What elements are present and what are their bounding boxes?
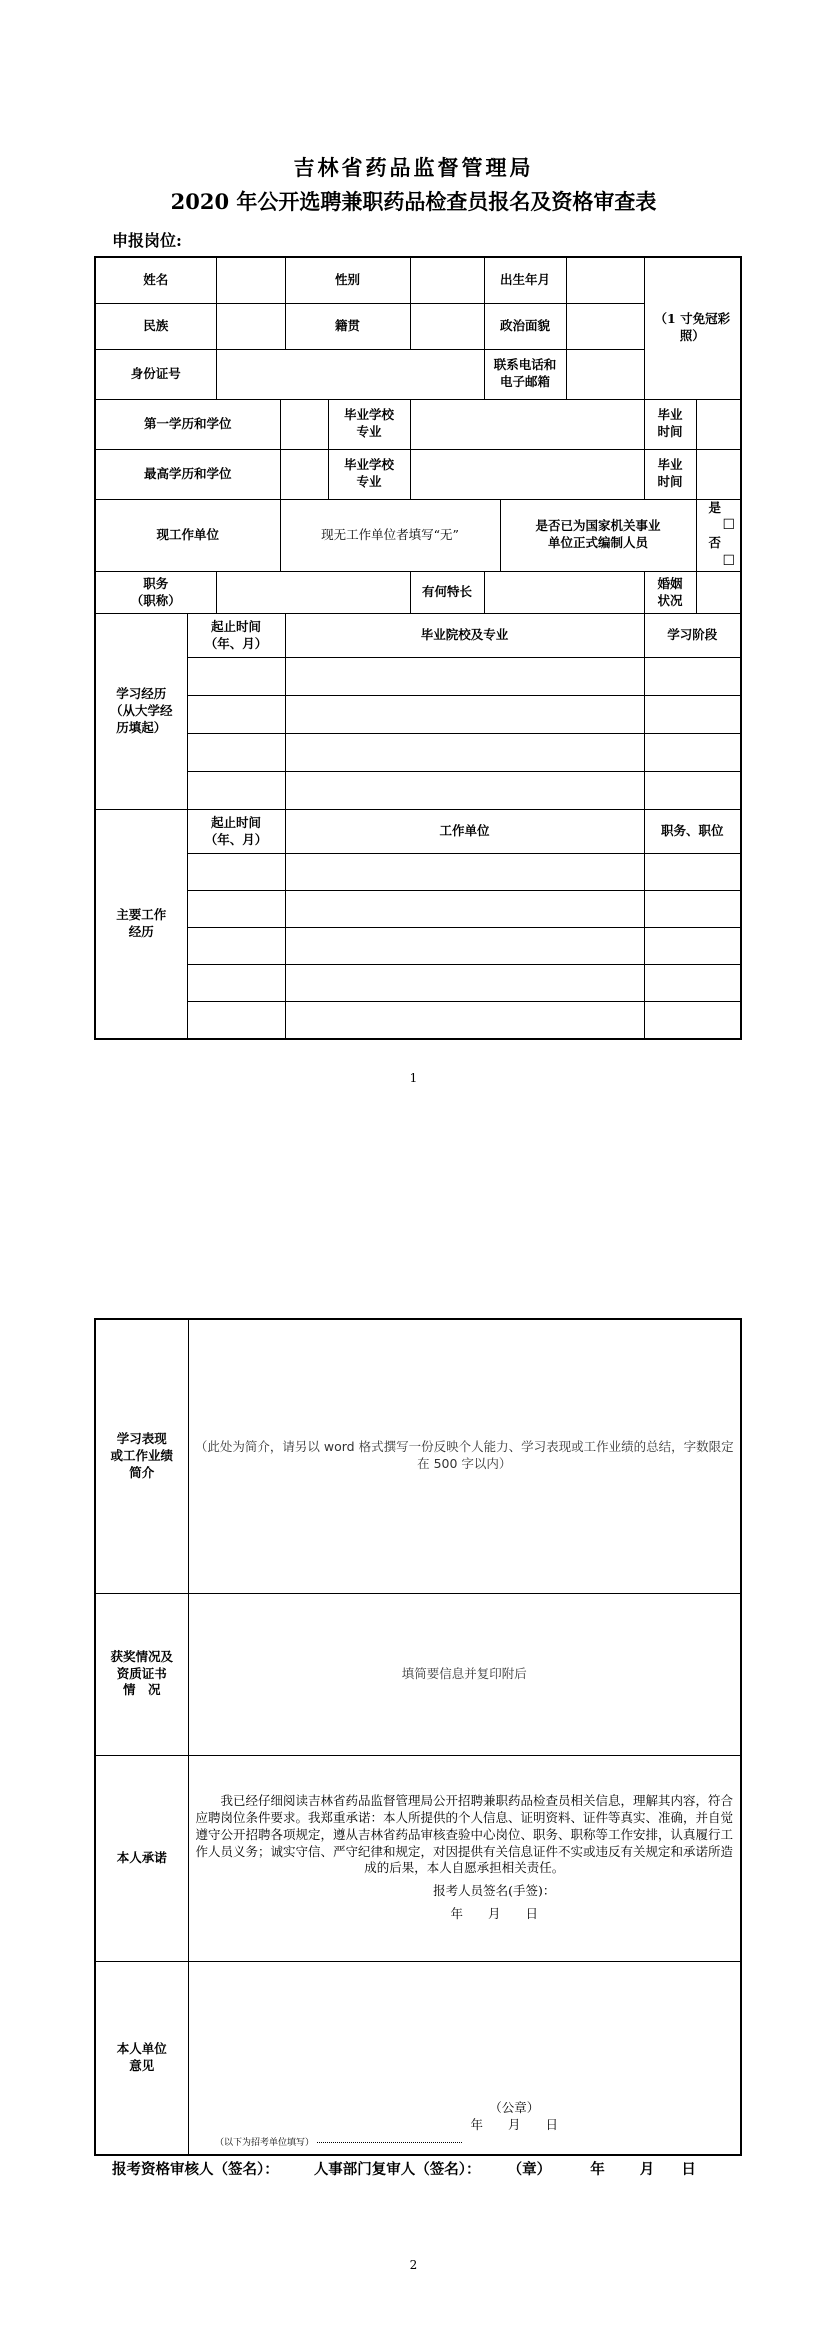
work-time-cell[interactable] — [187, 854, 285, 891]
unit-opinion-date: 年 月 日 — [470, 2117, 558, 2133]
contact-label-line1: 联系电话和 — [493, 357, 557, 373]
study-row — [95, 658, 741, 696]
highest-school-label-line1: 毕业学校 — [344, 457, 395, 473]
performance-note[interactable]: （此处为简介，请另以 word 格式撰写一份反映个人能力、学习表现或工作业绩的总结，字数限定在 500 字以内） — [188, 1319, 741, 1593]
work-col-position: 职务、职位 — [644, 810, 741, 854]
pledge-signature[interactable]: 报考人员签名(手签)： — [433, 1883, 556, 1899]
hr-rechecker-label: 人事部门复审人（签名）： — [313, 2161, 481, 2178]
birth-label: 出生年月 — [484, 257, 566, 303]
current-unit-label: 现工作单位 — [95, 499, 280, 572]
yes-label: 是 — [708, 499, 722, 515]
study-col-time-line1: 起止时间 — [211, 618, 262, 634]
audit-seal: （章） — [507, 2161, 552, 2178]
application-form-page2 — [94, 1318, 742, 2156]
marital-label-line1: 婚姻 — [657, 575, 683, 591]
study-school-cell[interactable] — [285, 696, 644, 734]
work-unit-cell[interactable] — [285, 1002, 644, 1039]
work-label-line2: 经历 — [128, 923, 154, 939]
first-grad-time-line1: 毕业 — [657, 407, 683, 423]
audit-month: 月 — [639, 2161, 655, 2178]
work-history-label — [95, 810, 187, 1039]
highest-school-label — [328, 449, 410, 499]
first-school-label-line1: 毕业学校 — [344, 407, 395, 423]
highest-school-label-line2: 专业 — [356, 474, 382, 489]
work-col-unit: 工作单位 — [285, 810, 644, 854]
birth-value[interactable] — [566, 257, 644, 303]
study-col-time — [187, 614, 285, 658]
marital-label-line2: 状况 — [657, 592, 683, 608]
political-status-label: 政治面貌 — [484, 303, 566, 349]
position-value[interactable] — [216, 572, 410, 614]
work-time-cell[interactable] — [187, 1002, 285, 1039]
study-label-line1: 学习经历 — [116, 686, 167, 702]
awards-note[interactable]: 填简要信息并复印附后 — [188, 1593, 741, 1755]
gender-label: 性别 — [285, 257, 410, 303]
highest-grad-time-label — [644, 449, 696, 499]
is-staff-no-option[interactable] — [709, 535, 739, 571]
unit-opinion-label — [95, 1961, 188, 2155]
page-number-2: 2 — [409, 2258, 418, 2272]
marital-value[interactable] — [696, 572, 741, 614]
work-row — [95, 965, 741, 1002]
audit-year: 年 — [590, 2161, 605, 2178]
native-place-label: 籍贯 — [285, 303, 410, 349]
is-staff-label-line2: 单位正式编制人员 — [548, 535, 649, 551]
photo-box[interactable]: （1 寸免冠彩照） — [644, 257, 741, 399]
first-grad-time-label — [644, 399, 696, 449]
form-title-line2: 2020 年公开选聘兼职药品检查员报名及资格审查表 — [170, 189, 657, 214]
native-place-value[interactable] — [410, 303, 484, 349]
work-col-time — [187, 810, 285, 854]
work-row — [95, 854, 741, 891]
study-row — [95, 696, 741, 734]
first-school-value[interactable] — [410, 399, 644, 449]
ethnicity-value[interactable] — [216, 303, 285, 349]
awards-label-line1: 获奖情况及 — [110, 1648, 173, 1664]
highest-edu-label: 最高学历和学位 — [95, 449, 280, 499]
work-unit-cell[interactable] — [285, 854, 644, 891]
awards-label-line2: 资质证书 — [116, 1665, 167, 1681]
performance-label-line2: 或工作业绩 — [110, 1447, 173, 1463]
study-school-cell[interactable] — [285, 734, 644, 772]
work-label-line1: 主要工作 — [116, 906, 167, 922]
study-label-line3: 历填起） — [116, 719, 167, 735]
study-col-school: 毕业院校及专业 — [285, 614, 644, 658]
contact-label — [484, 349, 566, 399]
study-stage-cell[interactable] — [644, 696, 741, 734]
work-time-cell[interactable] — [187, 891, 285, 928]
performance-label-line3: 简介 — [129, 1464, 155, 1480]
yes-checkbox[interactable]: ☐ — [722, 517, 736, 534]
work-row — [95, 928, 741, 965]
highest-school-value[interactable] — [410, 449, 644, 499]
highest-grad-time-line2: 时间 — [657, 474, 683, 489]
highest-grad-time-line1: 毕业 — [657, 457, 683, 473]
first-edu-label: 第一学历和学位 — [95, 399, 280, 449]
work-row — [95, 1002, 741, 1039]
work-row — [95, 891, 741, 928]
study-stage-cell[interactable] — [644, 734, 741, 772]
is-staff-label-line1: 是否已为国家机关事业 — [535, 518, 661, 534]
contact-label-line2: 电子邮箱 — [500, 374, 551, 389]
study-stage-cell[interactable] — [644, 772, 741, 810]
ethnicity-label: 民族 — [95, 303, 216, 349]
first-grad-time-value[interactable] — [696, 399, 741, 449]
qualification-reviewer-label: 报考资格审核人（签名）： — [112, 2161, 279, 2178]
is-staff-options — [696, 499, 741, 572]
page-number-1: 1 — [409, 1071, 418, 1085]
work-col-time-line2: （年、月） — [204, 831, 268, 847]
pledge-date[interactable]: 年 月 日 — [450, 1906, 538, 1922]
work-position-cell[interactable] — [644, 965, 741, 1002]
first-grad-time-line2: 时间 — [657, 424, 683, 439]
audit-day: 日 — [681, 2161, 696, 2178]
footnote — [212, 2138, 462, 2157]
id-number-value[interactable] — [216, 349, 484, 399]
study-col-time-line2: （年、月） — [204, 635, 268, 651]
marital-label — [644, 572, 696, 614]
study-time-cell[interactable] — [187, 658, 285, 696]
pledge-label: 本人承诺 — [95, 1755, 188, 1961]
unit-opinion-cell[interactable] — [188, 1961, 741, 2155]
highest-edu-value[interactable] — [280, 449, 328, 499]
position-label-line2: （职称） — [130, 592, 181, 608]
study-row — [95, 734, 741, 772]
no-checkbox[interactable]: ☐ — [722, 553, 736, 570]
study-row — [95, 772, 741, 810]
is-staff-yes-option[interactable] — [709, 500, 739, 536]
gender-value[interactable] — [410, 257, 484, 303]
name-value[interactable] — [216, 257, 285, 303]
position-label-line1: 职务 — [143, 575, 169, 591]
first-school-label-line2: 专业 — [356, 424, 382, 439]
work-position-cell[interactable] — [644, 854, 741, 891]
unit-opinion-line1: 本人单位 — [116, 2040, 167, 2056]
unit-opinion-seal: （公章） — [489, 2100, 540, 2116]
specialty-label: 有何特长 — [410, 572, 484, 614]
is-staff-label — [500, 499, 696, 572]
study-label-line2: （从大学经 — [109, 703, 173, 719]
id-number-label: 身份证号 — [95, 349, 216, 399]
work-position-cell[interactable] — [644, 1002, 741, 1039]
name-label: 姓名 — [95, 257, 216, 303]
study-history-label — [95, 614, 187, 810]
work-unit-cell[interactable] — [285, 965, 644, 1002]
study-time-cell[interactable] — [187, 772, 285, 810]
work-unit-cell[interactable] — [285, 928, 644, 965]
work-unit-cell[interactable] — [285, 891, 644, 928]
post-label: 申报岗位: — [112, 231, 182, 250]
pledge-text: 我已经仔细阅读吉林省药品监督管理局公开招聘兼职药品检查员相关信息，理解其内容，符合应聘岗位条件要求。我郑重承诺：本人所提供的个人信息、证明资料、证件等真实、准确，并自觉遵守公开招聘各项规定，遵从吉林省药品审核查验中心岗位、职务、职称等工作安排，认真履行工作人员义务；诚实守信、严守纪律和规定，对因提供有关信息证件不实或违反有关规定和承诺所造成的后果，本人自愿承担相关责任。 — [195, 1792, 733, 1876]
political-status-value[interactable] — [566, 303, 644, 349]
study-school-cell[interactable] — [285, 658, 644, 696]
work-time-cell[interactable] — [187, 965, 285, 1002]
study-col-stage: 学习阶段 — [644, 614, 741, 658]
pledge-cell — [188, 1755, 741, 1961]
study-school-cell[interactable] — [285, 772, 644, 810]
performance-label-line1: 学习表现 — [116, 1430, 167, 1446]
footnote-text: （以下为招考单位填写） — [212, 2138, 317, 2148]
specialty-value[interactable] — [484, 572, 644, 614]
performance-label — [95, 1319, 188, 1593]
awards-label — [95, 1593, 188, 1755]
audit-line — [112, 2158, 696, 2179]
study-time-cell[interactable] — [187, 734, 285, 772]
position-label — [95, 572, 216, 614]
work-time-cell[interactable] — [187, 928, 285, 965]
contact-value[interactable] — [566, 349, 644, 399]
current-unit-value[interactable]: 现无工作单位者填写“无” — [280, 499, 500, 572]
work-col-time-line1: 起止时间 — [211, 814, 262, 830]
work-position-cell[interactable] — [644, 928, 741, 965]
first-school-label — [328, 399, 410, 449]
form-title-line1: 吉林省药品监督管理局 — [293, 155, 534, 180]
first-edu-value[interactable] — [280, 399, 328, 449]
work-position-cell[interactable] — [644, 891, 741, 928]
highest-grad-time-value[interactable] — [696, 449, 741, 499]
unit-opinion-line2: 意见 — [129, 2057, 155, 2073]
application-form-page1 — [94, 256, 742, 1040]
study-stage-cell[interactable] — [644, 658, 741, 696]
awards-label-line3: 情 况 — [122, 1682, 161, 1698]
no-label: 否 — [708, 535, 722, 551]
study-time-cell[interactable] — [187, 696, 285, 734]
